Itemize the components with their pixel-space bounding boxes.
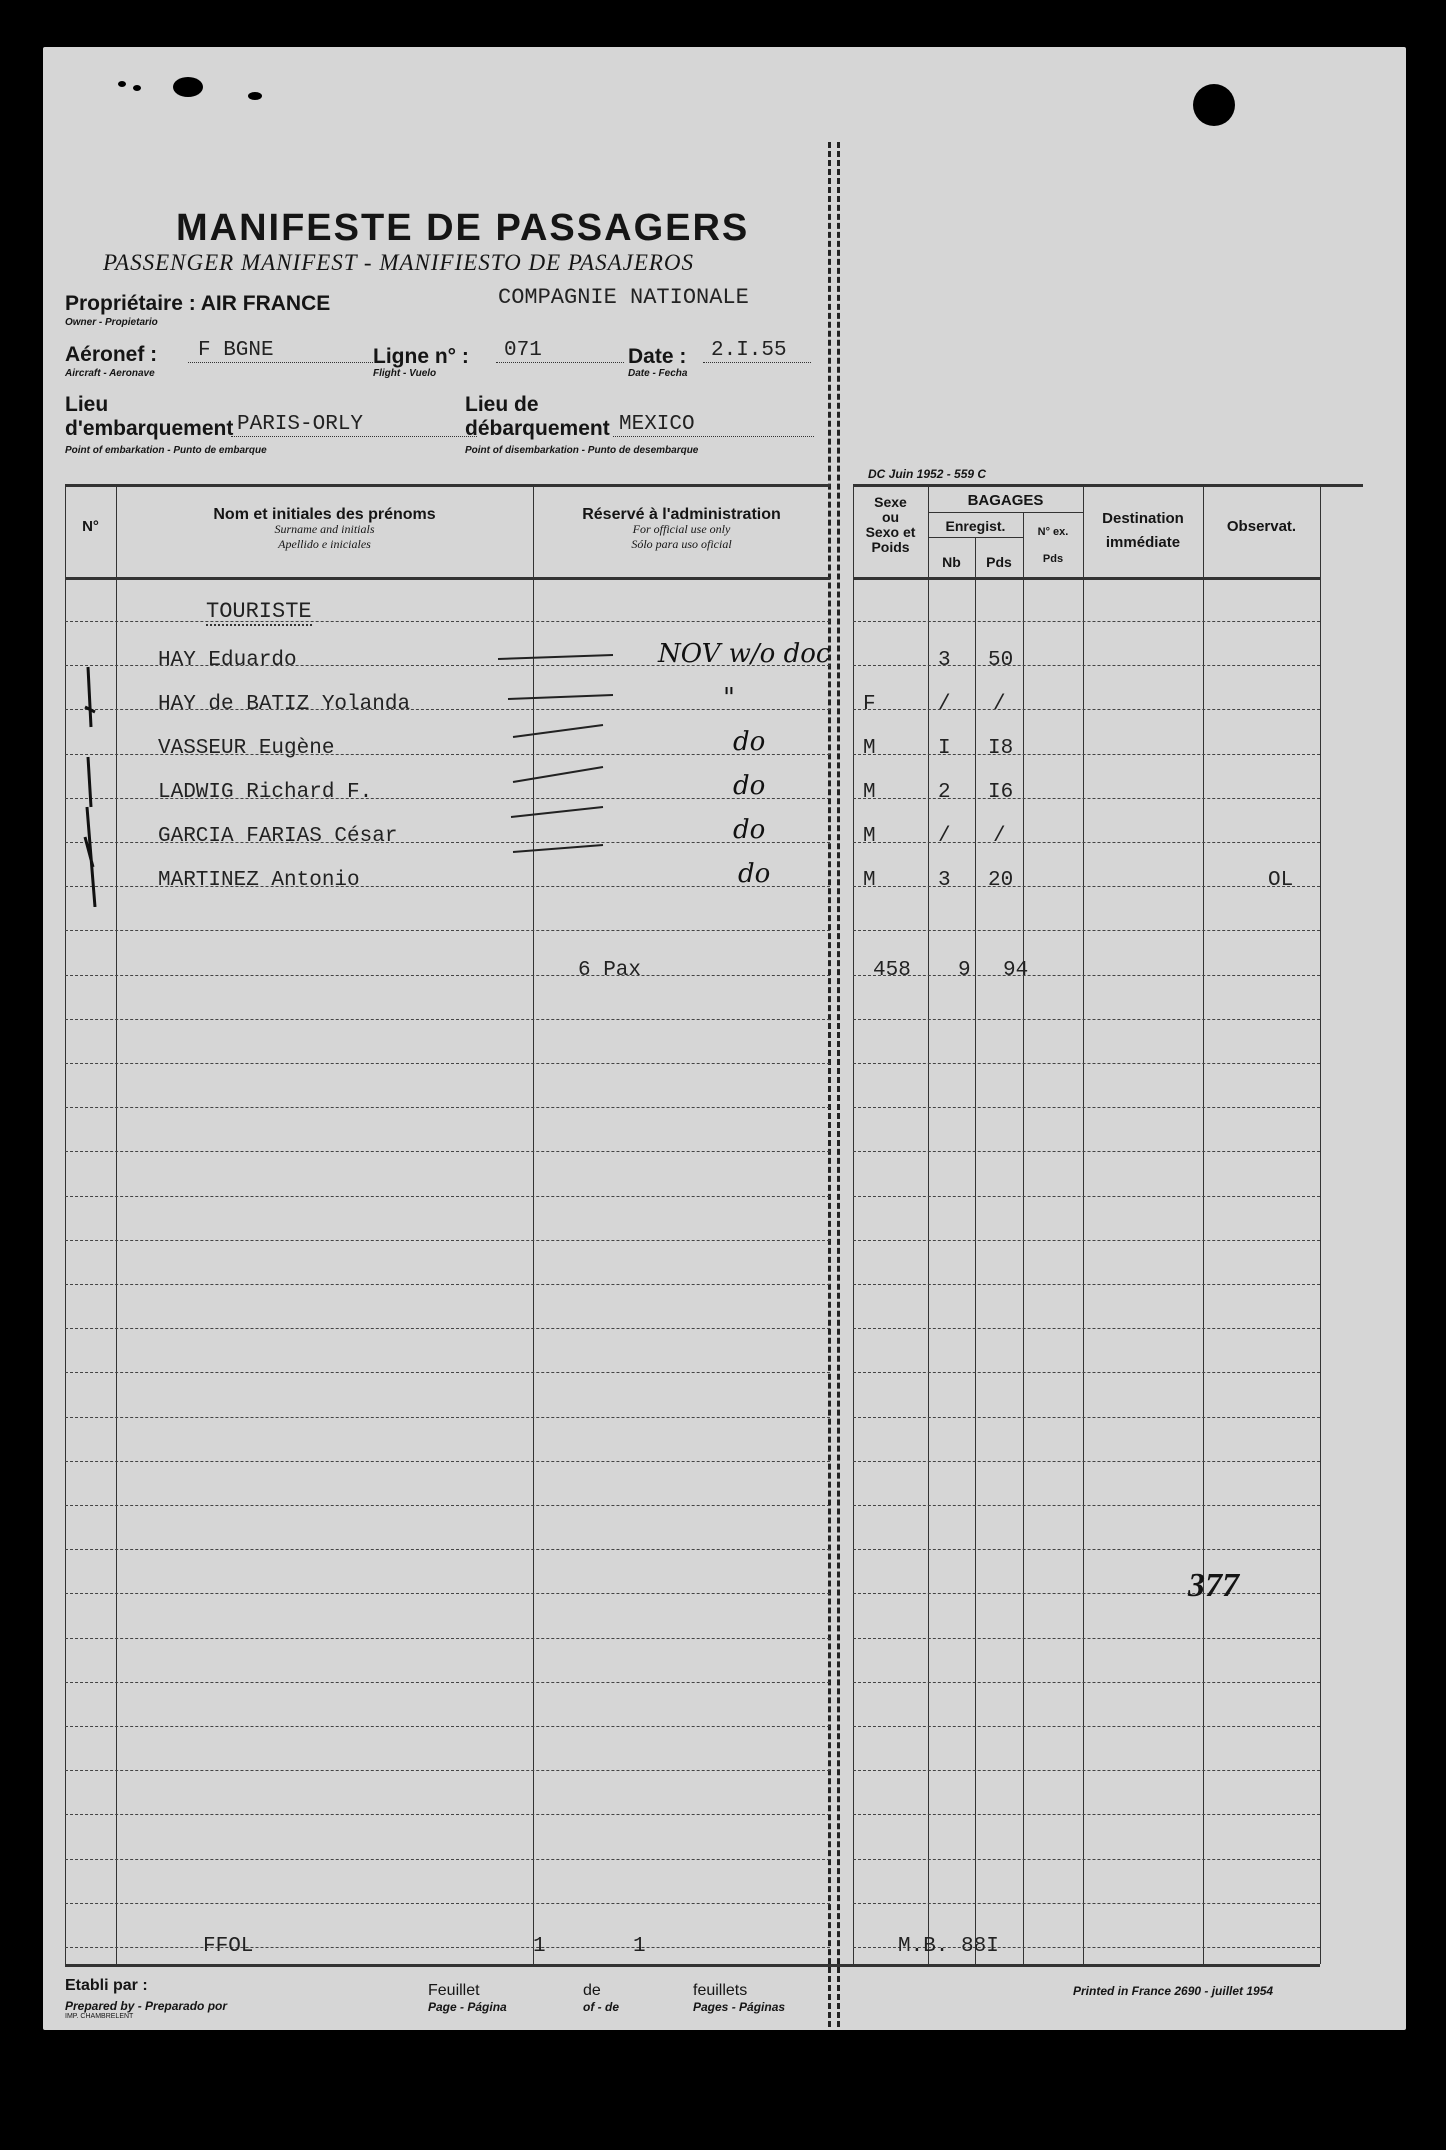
row-rule (853, 665, 1320, 666)
row-rule (853, 709, 1320, 710)
enreg-rule (928, 537, 1023, 538)
col-header-destination (1083, 507, 1203, 555)
row-rule (65, 1328, 830, 1329)
row-rule (65, 1151, 830, 1152)
prepared-by: FFOL (203, 1935, 254, 1958)
sheet-sub: Page - Página (428, 2000, 507, 2014)
row-rule (853, 930, 1320, 931)
col-header-sex-2: ou (881, 509, 900, 525)
page-stamp-number: 377 (1188, 1567, 1239, 1604)
col-header-name-en: Surname and initials (274, 522, 375, 536)
col-header-admin (533, 507, 830, 552)
total-bag-nb: 9 (958, 959, 971, 982)
owner-label: Propriétaire : AIR FRANCE (65, 292, 331, 315)
col-border (1023, 512, 1024, 1964)
row-rule (853, 975, 1320, 976)
row-rule (853, 1770, 1320, 1771)
passenger-admin: do (733, 815, 766, 845)
sheets-label: feuillets (693, 1982, 748, 1999)
passenger-name: GARCIA FARIAS César (158, 825, 398, 848)
col-header-dest-1: Destination (1102, 510, 1184, 527)
manifest-title: MANIFESTE DE PASSAGERS (176, 207, 750, 249)
perforation-line (828, 142, 840, 2027)
passenger-bag-pds: I8 (988, 737, 1014, 760)
col-border (1203, 484, 1204, 1964)
passenger-name: HAY Eduardo (158, 649, 297, 672)
sheets-sub: Pages - Páginas (693, 2000, 786, 2014)
form-code: DC Juin 1952 - 559 C (868, 467, 987, 481)
row-rule (853, 842, 1320, 843)
of-sub: of - de (583, 2000, 619, 2014)
row-rule (853, 1196, 1320, 1197)
passenger-bag-nb: 2 (938, 781, 951, 804)
col-header-sex-1: Sexe (874, 494, 907, 510)
passenger-bag-nb: / (938, 825, 951, 848)
date-sub: Date - Fecha (628, 368, 688, 379)
row-rule (853, 1549, 1320, 1550)
passenger-bag-pds: 20 (988, 869, 1014, 892)
col-header-admin-es: Sólo para uso oficial (631, 537, 732, 551)
row-rule (65, 1063, 830, 1064)
sheet-label: Feuillet (428, 1982, 480, 1999)
header-bottom-rule (65, 577, 830, 580)
passenger-name: LADWIG Richard F. (158, 781, 373, 804)
row-rule (853, 621, 1320, 622)
passenger-bag-nb: / (938, 693, 951, 716)
col-header-pds2: Pds (1042, 553, 1064, 565)
col-header-admin-en: For official use only (632, 522, 731, 536)
col-header-pds: Pds (986, 554, 1012, 570)
col-header-admin-fr: Réservé à l'administration (582, 506, 781, 523)
row-rule (853, 1151, 1320, 1152)
imprint-note: IMP. CHAMBRELENT (65, 2013, 134, 2020)
passenger-bag-pds: 50 (988, 649, 1014, 672)
passenger-sex: M (863, 825, 876, 848)
sheet-number: 1 (533, 1935, 546, 1958)
embark-label-line1: Lieu (65, 393, 109, 416)
table-top-rule-right (853, 484, 1363, 487)
row-rule (65, 1814, 830, 1815)
col-header-no: N° (82, 518, 99, 535)
row-rule (65, 1417, 830, 1418)
aircraft-sub: Aircraft - Aeronave (65, 368, 155, 379)
disembark-label-line2: débarquement (465, 417, 610, 440)
col-header-nex (1023, 525, 1083, 567)
row-rule (853, 1372, 1320, 1373)
date-label: Date : (628, 345, 687, 368)
row-rule (65, 1107, 830, 1108)
check-marks (43, 607, 843, 907)
row-rule (65, 1196, 830, 1197)
passenger-admin: do (733, 727, 766, 757)
col-header-name-es: Apellido e iniciales (278, 537, 371, 551)
passenger-bag-pds: I6 (988, 781, 1014, 804)
date-value: 2.I.55 (703, 339, 811, 363)
row-rule (853, 1903, 1320, 1904)
manifest-subtitle: PASSENGER MANIFEST - MANIFIESTO DE PASAJEROS (103, 250, 695, 275)
col-header-sex-4: Poids (871, 539, 910, 555)
row-rule (65, 930, 830, 931)
manifest-sheet (43, 47, 1406, 2030)
row-rule (853, 1682, 1320, 1683)
aircraft-label: Aéronef : (65, 343, 158, 366)
passenger-sex: M (863, 737, 876, 760)
punch-hole (1193, 84, 1235, 126)
ink-blot (118, 81, 126, 87)
row-rule (853, 1726, 1320, 1727)
passenger-admin: " (723, 683, 735, 713)
disembark-label-line1: Lieu de (465, 393, 539, 416)
col-header-nex-label: N° ex. (1037, 526, 1069, 538)
col-header-nb: Nb (942, 554, 961, 570)
col-header-dest-2: immédiate (1105, 534, 1181, 551)
embark-value: PARIS-ORLY (231, 413, 477, 437)
bagages-rule (928, 512, 1083, 513)
row-rule (853, 1417, 1320, 1418)
passenger-name: VASSEUR Eugène (158, 737, 335, 760)
passenger-obs: OL (1268, 869, 1294, 892)
total-weight: 458 (873, 959, 911, 982)
row-rule (65, 1505, 830, 1506)
embark-label-line2: d'embarquement (65, 417, 234, 440)
row-rule (65, 1593, 830, 1594)
class-label: TOURISTE (206, 599, 312, 624)
passenger-name: HAY de BATIZ Yolanda (158, 693, 411, 716)
disembark-label (465, 393, 610, 441)
row-rule (853, 1107, 1320, 1108)
col-header-sex-3: Sexo et (865, 524, 916, 540)
flight-sub: Flight - Vuelo (373, 368, 437, 379)
row-rule (853, 1240, 1320, 1241)
passenger-bag-pds: / (993, 825, 1006, 848)
row-rule (65, 1284, 830, 1285)
col-border (1320, 484, 1321, 1964)
disembark-sub: Point of disembarkation - Punto de desembarque (465, 445, 699, 456)
flight-value: 071 (496, 339, 624, 363)
row-rule (65, 1549, 830, 1550)
table-top-rule (65, 484, 830, 487)
of-label: de (583, 1982, 601, 1999)
row-rule (65, 975, 830, 976)
row-rule (853, 1328, 1320, 1329)
row-rule (65, 1461, 830, 1462)
company-name: COMPAGNIE NATIONALE (498, 285, 749, 310)
row-rule (853, 1284, 1320, 1285)
flight-label: Ligne n° : (373, 345, 469, 368)
row-rule (65, 1859, 830, 1860)
of-number: 1 (633, 1935, 646, 1958)
row-rule (65, 1903, 830, 1904)
passenger-bag-nb: 3 (938, 649, 951, 672)
passenger-bag-pds: / (993, 693, 1006, 716)
col-header-enreg: Enregist. (945, 518, 1006, 534)
name-strokes (498, 655, 613, 852)
row-rule (853, 1593, 1320, 1594)
total-bag-pds: 94 (1003, 959, 1029, 982)
printed-note: Printed in France 2690 - juillet 1954 (1073, 1984, 1274, 1998)
col-header-bagages: BAGAGES (967, 492, 1044, 509)
passenger-admin: NOV w/o doc (658, 639, 831, 669)
ink-blot (133, 85, 141, 91)
col-header-name (116, 507, 533, 552)
disembark-value: MEXICO (613, 413, 814, 437)
col-border (928, 484, 929, 1964)
passenger-sex: M (863, 781, 876, 804)
passenger-sex: M (863, 869, 876, 892)
row-rule (65, 1638, 830, 1639)
embark-sub: Point of embarkation - Punto de embarque (65, 445, 267, 456)
ink-blot (248, 92, 262, 100)
row-rule (853, 1461, 1320, 1462)
row-rule (853, 1814, 1320, 1815)
passenger-sex: F (863, 693, 876, 716)
passenger-name: MARTINEZ Antonio (158, 869, 360, 892)
row-rule (65, 1240, 830, 1241)
row-rule (65, 1019, 830, 1020)
passenger-admin: do (733, 771, 766, 801)
col-header-observ: Observat. (1226, 518, 1297, 535)
col-border (1083, 484, 1084, 1964)
owner-sub: Owner - Propietario (65, 317, 158, 328)
tally-marks (85, 667, 95, 907)
total-pax: 6 Pax (578, 959, 642, 982)
passenger-admin: do (738, 859, 771, 889)
row-rule (65, 1372, 830, 1373)
row-rule (853, 1063, 1320, 1064)
row-rule (853, 1505, 1320, 1506)
row-rule (853, 754, 1320, 755)
col-border (975, 537, 976, 1964)
row-rule (65, 1770, 830, 1771)
table-bottom-rule (65, 1964, 1320, 1967)
aircraft-value: F BGNE (188, 339, 373, 363)
row-rule (853, 886, 1320, 887)
col-header-name-fr: Nom et initiales des prénoms (213, 506, 436, 523)
row-rule (853, 1019, 1320, 1020)
col-border (853, 484, 854, 1964)
prepared-label: Etabli par : (65, 1977, 148, 1994)
row-rule (65, 1726, 830, 1727)
mb-reference: M.B. 88I (898, 1935, 999, 1958)
col-header-sex (853, 495, 928, 555)
ink-blot (173, 77, 203, 97)
row-rule (853, 798, 1320, 799)
row-rule (853, 1638, 1320, 1639)
row-rule (65, 1682, 830, 1683)
passenger-bag-nb: I (938, 737, 951, 760)
header-bottom-rule-right (853, 577, 1320, 580)
row-rule (853, 1859, 1320, 1860)
prepared-sub: Prepared by - Preparado por (65, 1999, 228, 2013)
embark-label (65, 393, 233, 441)
row-rule (65, 1947, 830, 1948)
passenger-bag-nb: 3 (938, 869, 951, 892)
